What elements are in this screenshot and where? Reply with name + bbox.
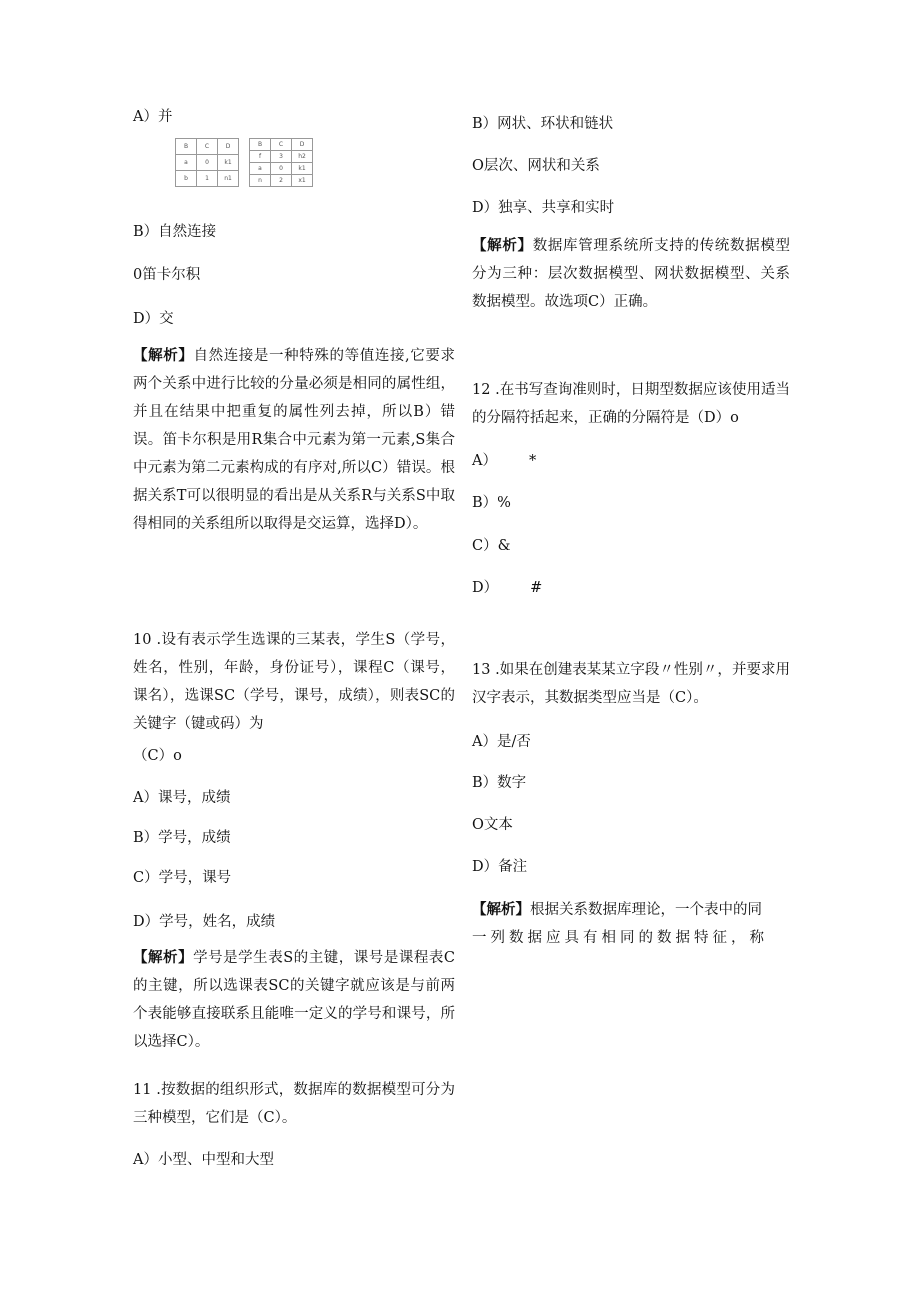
table-row xyxy=(176,171,239,187)
table-cell: n xyxy=(250,175,271,187)
table-cell: f xyxy=(250,151,271,163)
table-cell: 0 xyxy=(271,163,292,175)
explanation-tag: 【解析】 xyxy=(472,901,530,918)
explanation-text: 学号是学生表S的主键，课号是课程表C的主键，所以选课表SC的关键字就应该是与前两个表能够直接联系且能唯一定义的学号和课号，所以选择C）。 xyxy=(133,950,455,1050)
q9-option-a: A）并 xyxy=(133,109,173,125)
table-row xyxy=(250,151,313,163)
table-cell: 0 xyxy=(197,155,218,171)
table-cell: n1 xyxy=(218,171,239,187)
q10-explanation xyxy=(133,944,455,1056)
table-row xyxy=(176,139,239,155)
table-cell: a xyxy=(250,163,271,175)
q12-option-d xyxy=(472,578,542,598)
q13-explanation-line1 xyxy=(472,900,762,920)
table-row xyxy=(250,175,313,187)
relation-table-s xyxy=(175,138,239,187)
table-row xyxy=(250,163,313,175)
table-cell: C xyxy=(197,139,218,155)
q10-option-c: C）学号，课号 xyxy=(133,870,232,886)
q11-option-a: A）小型、中型和大型 xyxy=(133,1152,274,1168)
q13-explanation-line2: 一列数据应具有相同的数据特征，称 xyxy=(472,930,768,946)
option-label: A） xyxy=(472,453,497,469)
q9-explanation xyxy=(133,342,455,538)
table-row xyxy=(250,139,313,151)
q12-option-c: C）& xyxy=(472,538,511,554)
explanation-text: 数据库管理系统所支持的传统数据模型分为三种：层次数据模型、网状数据模型、关系数据模型。故选项C）正确。 xyxy=(472,238,791,310)
q13-question: 13 .如果在创建表某某立字段〃性别〃，并要求用汉字表示，其数据类型应当是（C）。 xyxy=(472,662,790,706)
q11-option-c: O层次、网状和关系 xyxy=(472,158,600,174)
q10-option-a: A）课号，成绩 xyxy=(133,790,231,806)
table-cell: 2 xyxy=(271,175,292,187)
table-cell: C xyxy=(271,139,292,151)
q13-option-a: A）是/否 xyxy=(472,734,531,750)
q9-option-d: D）交 xyxy=(133,311,174,327)
q13-option-b: B）数字 xyxy=(472,775,527,791)
explanation-text: 自然连接是一种特殊的等值连接,它要求两个关系中进行比较的分量必须是相同的属性组，并且在结果中把重复的属性列去掉，所以B）错误。笛卡尔积是用R集合中元素为第一元素,S集合中元素为第二元素构成的有序对,所以C）错误。根据关系T可以很明显的看出是从关系R与关系S中取得相同的关系组所以取得是交运算，选择D）。 xyxy=(133,348,456,532)
table-cell: D xyxy=(292,139,313,151)
table-cell: B xyxy=(250,139,271,151)
q9-option-b: B）自然连接 xyxy=(133,224,217,240)
relation-tables-figure xyxy=(175,138,313,187)
table-cell: k1 xyxy=(218,155,239,171)
table-cell: B xyxy=(176,139,197,155)
table-cell: D xyxy=(218,139,239,155)
q10-option-b: B）学号，成绩 xyxy=(133,830,231,846)
option-value: # xyxy=(530,580,543,596)
q10-answer: （C）o xyxy=(133,748,182,764)
table-cell: x1 xyxy=(292,175,313,187)
q11-option-d: D）独享、共享和实时 xyxy=(472,200,615,216)
table-cell: 3 xyxy=(271,151,292,163)
table-cell: h2 xyxy=(292,151,313,163)
q13-option-c: O文本 xyxy=(472,817,513,833)
q11-option-b: B）网状、环状和链状 xyxy=(472,116,614,132)
relation-table-t xyxy=(249,138,313,187)
option-value: * xyxy=(528,453,537,469)
q10-option-d: D）学号，姓名，成绩 xyxy=(133,914,276,930)
explanation-text: 根据关系数据库理论，一个表中的同 xyxy=(530,902,762,918)
q11-question: 11 .按数据的组织形式，数据库的数据模型可分为三种模型，它们是（C）。 xyxy=(133,1082,455,1126)
q12-option-a xyxy=(472,451,536,471)
q9-option-c: 0笛卡尔积 xyxy=(133,267,201,283)
explanation-tag: 【解析】 xyxy=(133,949,194,966)
q12-question: 12 .在书写查询准则时，日期型数据应该使用适当的分隔符括起来，正确的分隔符是（D）o xyxy=(472,382,790,426)
explanation-tag: 【解析】 xyxy=(133,347,194,364)
explanation-tag: 【解析】 xyxy=(472,237,533,254)
table-cell: k1 xyxy=(292,163,313,175)
q11-explanation xyxy=(472,232,790,316)
q12-option-b: B）% xyxy=(472,495,511,511)
table-cell: 1 xyxy=(197,171,218,187)
q13-option-d: D）备注 xyxy=(472,859,528,875)
table-cell: a xyxy=(176,155,197,171)
option-label: D） xyxy=(472,580,499,596)
table-row xyxy=(176,155,239,171)
q10-question: 10 .设有表示学生选课的三某表，学生S（学号，姓名，性别，年龄，身份证号），课程C（课号，课名），选课SC（学号，课号，成绩），则表SC的关键字（键或码）为 xyxy=(133,632,455,732)
table-cell: b xyxy=(176,171,197,187)
